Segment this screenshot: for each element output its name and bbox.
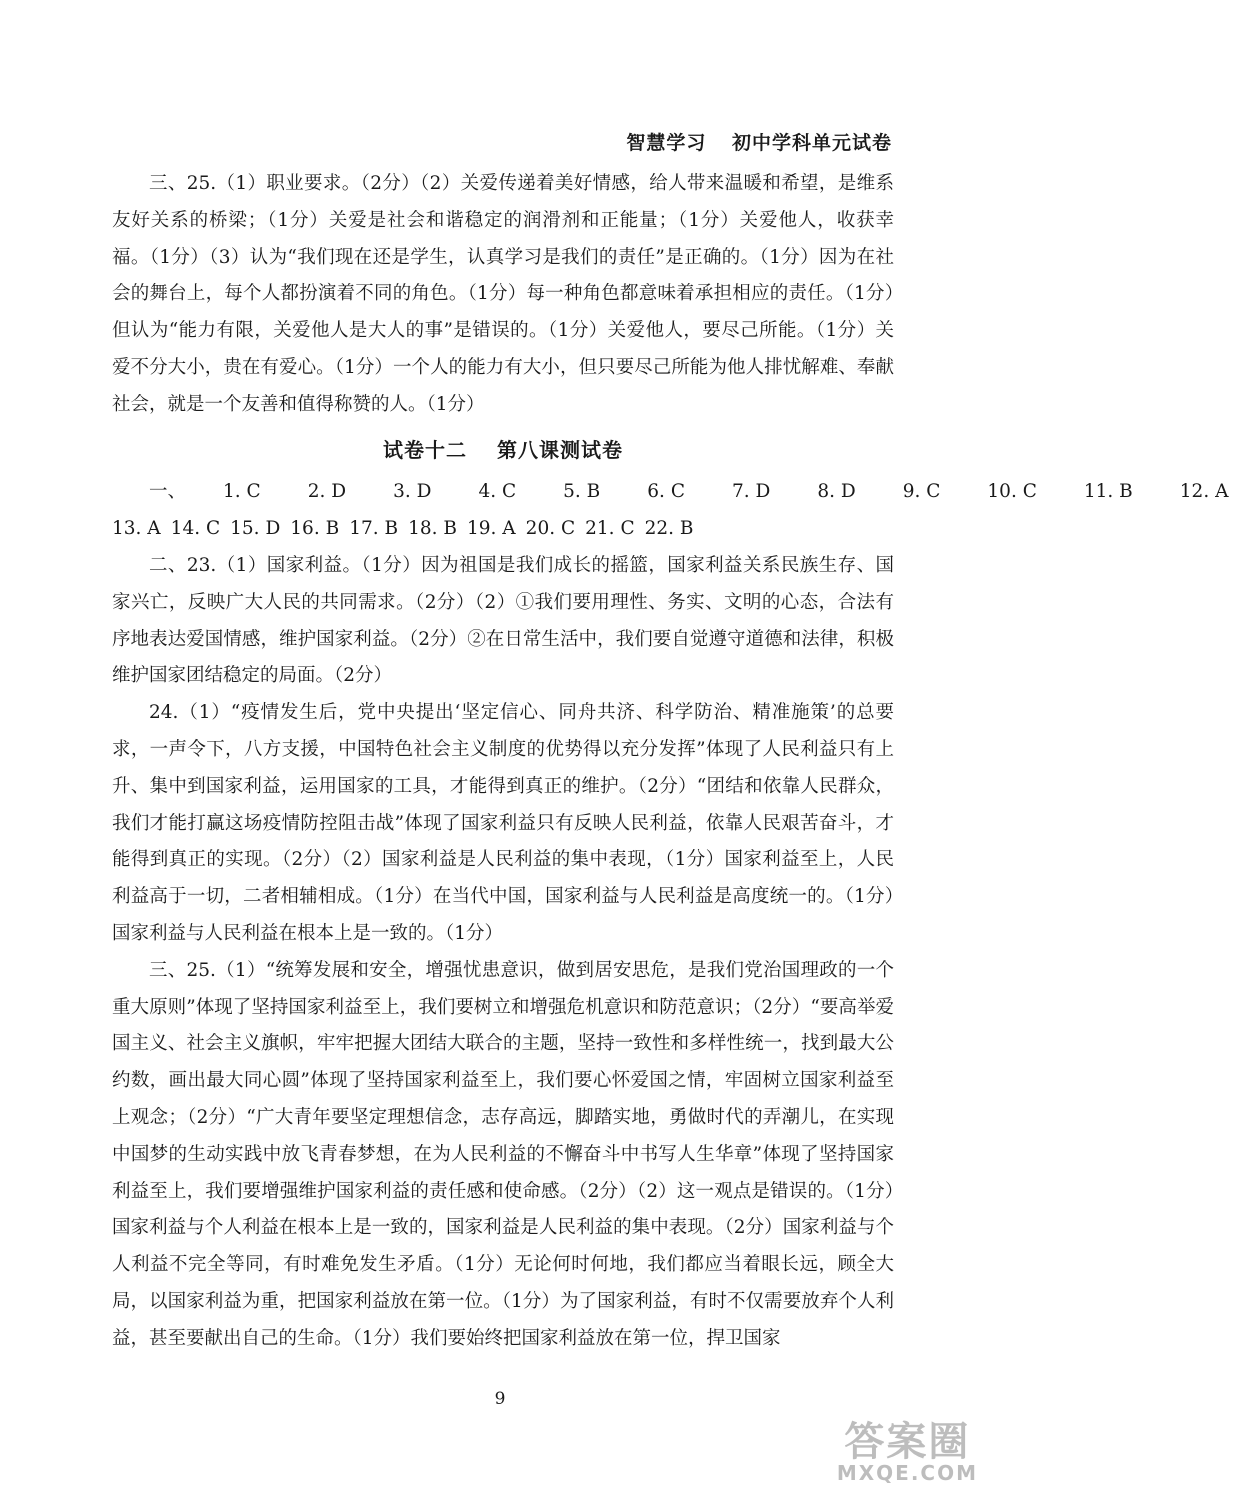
watermark-url: MXQE.COM xyxy=(836,1461,978,1485)
prev-section-answer: 三、25.（1）职业要求。（2分）（2）关爱传递着美好情感，给人带来温暖和希望，是维系友好关系的桥梁；（1分）关爱是社会和谐稳定的润滑剂和正能量；（1分）关爱他人，收获幸福。（1分）（3）认为“我们现在还是学生，认真学习是我们的责任”是正确的。（1分）因为在社会的舞台上，每个人都扮演着不同的角色。（1分）每一种角色都意味着承担相应的责任。（1分）但认为“能力有限，关爱他人是大人的事”是错误的。（1分）关爱他人，要尽己所能。（1分）关爱不分大小，贵在有爱心。（1分）一个人的能力有大小，但只要尽己所能为他人排忧解难、奉献社会，就是一个友善和值得称赞的人。（1分） xyxy=(112,173,894,415)
watermark-logo xyxy=(837,1410,978,1485)
choice-answer: 8. D xyxy=(817,481,856,503)
choice-answer: 18. B xyxy=(408,518,457,540)
running-header xyxy=(626,128,892,155)
choice-answer: 1. C xyxy=(223,481,261,503)
choice-answer: 21. C xyxy=(585,518,635,540)
choice-answer: 5. B xyxy=(563,481,601,503)
choice-answer: 12. A xyxy=(1179,481,1229,503)
answer-q25: 三、25.（1）“统筹发展和安全，增强忧患意识，做到居安思危，是我们党治国理政的一个重大原则”体现了坚持国家利益至上，我们要树立和增强危机意识和防范意识；（2分）“要高举爱国主义、社会主义旗帜，牢牢把握大团结大联合的主题，坚持一致性和多样性统一，找到最大公约数，画出最大同心圆”体现了坚持国家利益至上，我们要心怀爱国之情，牢固树立国家利益至上观念；（2分）“广大青年要坚定理想信念，志存高远，脚踏实地，勇做时代的弄潮儿，在实现中国梦的生动实践中放飞青春梦想，在为人民利益的不懈奋斗中书写人生华章”体现了坚持国家利益至上，我们要增强维护国家利益的责任感和使命感。（2分）（2）这一观点是错误的。（1分）国家利益与个人利益在根本上是一致的，国家利益是人民利益的集中表现。（2分）国家利益与个人利益不完全等同，有时难免发生矛盾。（1分）无论何时何地，我们都应当着眼长远，顾全大局，以国家利益为重，把国家利益放在第一位。（1分）为了国家利益，有时不仅需要放弃个人利益，甚至要献出自己的生命。（1分）我们要始终把国家利益放在第一位，捍卫国家 xyxy=(112,959,894,1349)
page-number: 9 xyxy=(494,1389,506,1409)
choice-answer: 14. C xyxy=(170,518,221,540)
choice-answer: 3. D xyxy=(393,481,432,503)
answer-q23: 二、23.（1）国家利益。（1分）因为祖国是我们成长的摇篮，国家利益关系民族生存、国家兴亡，反映广大人民的共同需求。（2分）（2）①我们要用理性、务实、文明的心态，合法有序地表达爱国情感，维护国家利益。（2分）②在日常生活中，我们要自觉遵守道德和法律，积极维护国家团结稳定的局面。（2分） xyxy=(112,554,894,687)
watermark-main: 答案圈 xyxy=(844,1419,971,1465)
choice-answer: 6. C xyxy=(647,481,685,503)
choice-answer: 9. C xyxy=(902,481,941,503)
page-content xyxy=(112,166,1229,1358)
choice-answers xyxy=(112,474,1229,548)
choice-answer: 2. D xyxy=(307,481,347,503)
choice-answer: 17. B xyxy=(349,518,399,540)
header-book-title: 初中学科单元试卷 xyxy=(731,132,892,154)
choice-answer: 4. C xyxy=(478,481,517,503)
test-number: 试卷十二 xyxy=(383,437,468,462)
choice-answers-line-2 xyxy=(112,511,894,548)
choice-answer: 11. B xyxy=(1083,481,1133,503)
test-lesson: 第八课测试卷 xyxy=(496,437,623,462)
choice-answer: 15. D xyxy=(230,518,281,540)
choice-answers-line-1 xyxy=(112,474,1229,511)
choice-answer: 22. B xyxy=(644,518,694,540)
choice-answer: 20. C xyxy=(525,518,576,540)
choice-answer: 19. A xyxy=(467,518,516,540)
choice-answer: 10. C xyxy=(987,481,1037,503)
header-series: 智慧学习 xyxy=(626,132,707,154)
choice-answer: 7. D xyxy=(731,481,771,503)
choice-answer: 13. A xyxy=(112,518,161,540)
test-title xyxy=(112,432,894,469)
choice-prefix: 一、 xyxy=(149,481,187,503)
choice-answer: 16. B xyxy=(290,518,340,540)
answer-q24: 24.（1）“疫情发生后，党中央提出‘坚定信心、同舟共济、科学防治、精准施策’的总要求，一声令下，八方支援，中国特色社会主义制度的优势得以充分发挥”体现了人民利益只有上升、集中到国家利益，运用国家的工具，才能得到真正的维护。（2分）“团结和依靠人民群众，我们才能打赢这场疫情防控阻击战”体现了国家利益只有反映人民利益，依靠人民艰苦奋斗，才能得到真正的实现。（2分）（2）国家利益是人民利益的集中表现，（1分）国家利益至上，人民利益高于一切，二者相辅相成。（1分）在当代中国，国家利益与人民利益是高度统一的。（1分）国家利益与人民利益在根本上是一致的。（1分） xyxy=(112,702,894,944)
